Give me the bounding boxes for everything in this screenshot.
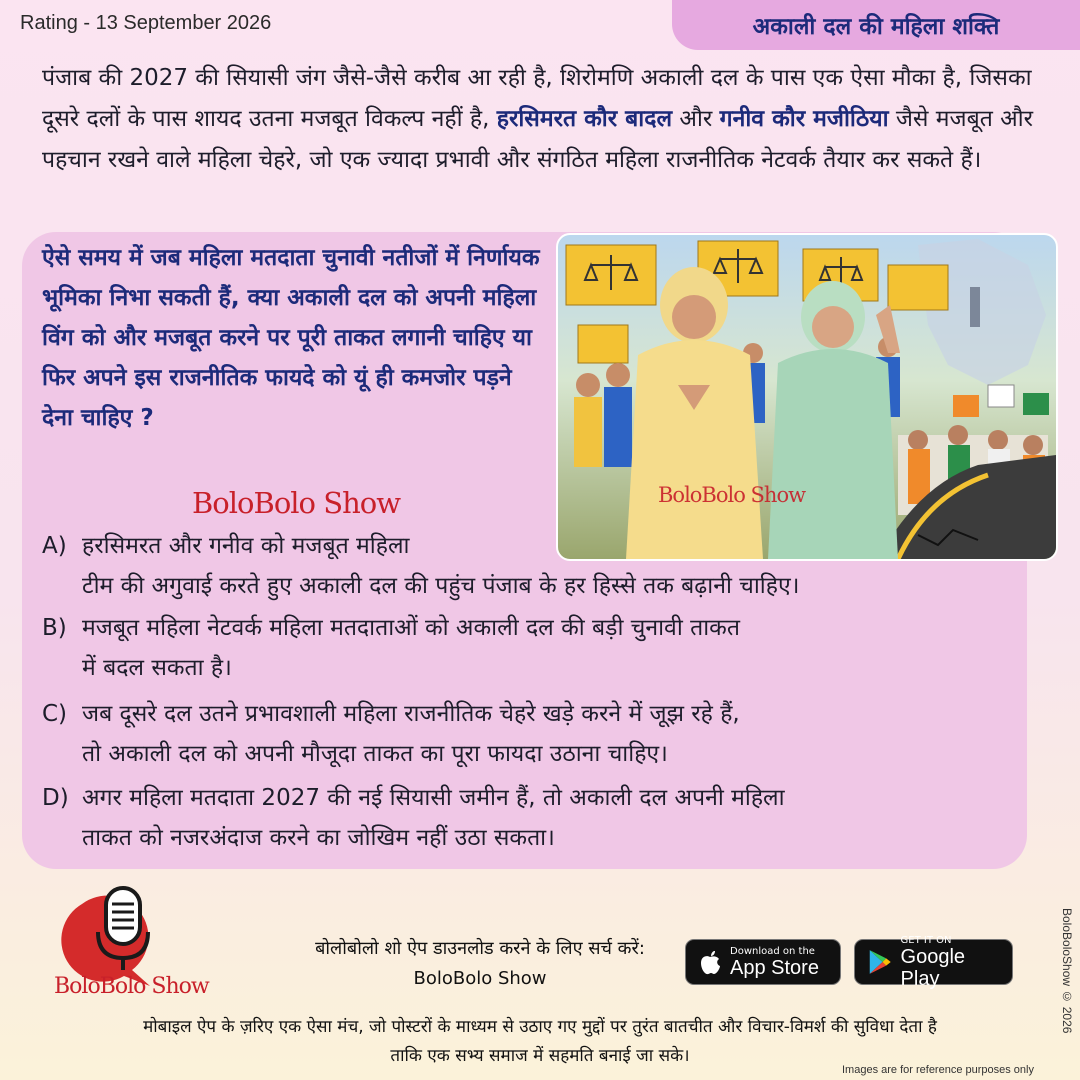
option-letter: B) — [42, 615, 67, 641]
google-play-button[interactable] — [854, 934, 1013, 990]
option-text-line1: अगर महिला मतदाता 2027 की नई सियासी जमीन हैं, तो अकाली दल अपनी महिला — [82, 785, 785, 811]
app-search-hint — [300, 934, 660, 994]
footer-brand-logo: BoloBolo Show — [54, 974, 209, 999]
option-letter: A) — [42, 533, 67, 559]
option-b[interactable] — [42, 608, 740, 688]
tagline-line2: ताकि एक सभ्य समाज में सहमति बनाई जा सके। — [390, 1046, 690, 1066]
apple-icon — [698, 948, 722, 976]
option-letter: D) — [42, 785, 69, 811]
poll-question: ऐसे समय में जब महिला मतदाता चुनावी नतीजों में निर्णायक भूमिका निभा सकती हैं, क्या अकाली दल को अपनी महिला विंग को और मजबूत करने पर पूरी ताकत लगानी चाहिए या फिर अपने इस राजनीतिक फायदे को यूं ही कमजोर पड़ने देना चाहिए ? — [42, 245, 540, 431]
option-a[interactable] — [42, 526, 799, 606]
tagline-line1: मोबाइल ऐप के ज़रिए एक ऐसा मंच, जो पोस्टरों के माध्यम से उठाए गए मुद्दों पर तुरंत बातचीत और विचार-विमर्श की सुविधा देता है — [143, 1017, 937, 1037]
image-watermark: BoloBolo Show — [658, 483, 806, 507]
appstore-label: App Store — [730, 956, 819, 979]
intro-text-1: पंजाब की 2027 की सियासी जंग जैसे-जैसे करीब आ रही है, शिरोमणि अकाली दल के पास एक ऐसा मौका है, जिसका दूसरे दलों के पास शायद उतना मजबूत विकल्प नहीं है, — [42, 65, 1032, 132]
google-play-icon — [867, 947, 893, 977]
intro-text-2: और — [672, 106, 720, 132]
search-hint-line1: बोलोबोलो शो ऐप डाउनलोड करने के लिए सर्च करें: — [315, 938, 645, 959]
option-text-line2: ताकत को नजरअंदाज करने का जोखिम नहीं उठा सकता। — [82, 825, 555, 851]
date-label: Rating - 13 September 2026 — [20, 12, 272, 34]
option-text-line1: मजबूत महिला नेटवर्क महिला मतदाताओं को अकाली दल की बड़ी चुनावी ताकत — [82, 615, 740, 641]
topic-banner: अकाली दल की महिला शक्ति — [672, 0, 1080, 50]
option-letter: C) — [42, 701, 68, 727]
footer-tagline — [40, 1013, 1040, 1071]
search-hint-line2: BoloBolo Show — [413, 968, 547, 989]
option-text-line2: तो अकाली दल को अपनी मौजूदा ताकत का पूरा फायदा उठाना चाहिए। — [82, 741, 668, 767]
option-d[interactable] — [42, 778, 785, 858]
option-text-line1: जब दूसरे दल उतने प्रभावशाली महिला राजनीतिक चेहरे खड़े करने में जूझ रहे हैं, — [82, 701, 740, 727]
intro-paragraph — [42, 58, 1042, 181]
option-text-line2: टीम की अगुवाई करते हुए अकाली दल की पहुंच पंजाब के हर हिस्से तक बढ़ानी चाहिए। — [82, 573, 800, 599]
copyright-vertical: BoloBoloShow © 2026 — [1060, 908, 1074, 1034]
intro-name-2: गनीव कौर मजीठिया — [719, 106, 889, 132]
googleplay-label: Google Play — [900, 945, 966, 990]
image-disclaimer: Images are for reference purposes only — [842, 1064, 1034, 1076]
googleplay-small-label: GET IT ON — [900, 934, 952, 946]
app-store-button[interactable] — [685, 939, 841, 985]
option-text-line2: में बदल सकता है। — [82, 655, 232, 681]
option-text-line1: हरसिमरत और गनीव को मजबूत महिला — [82, 533, 410, 559]
intro-name-1: हरसिमरत कौर बादल — [496, 106, 673, 132]
brand-watermark: BoloBolo Show — [192, 486, 401, 520]
appstore-small-label: Download on the — [730, 945, 815, 957]
intro-text-3: जैसे मजबूत और पहचान रखने वाले महिला चेहरे, जो एक ज्यादा प्रभावी और संगठित महिला राजनीतिक नेटवर्क तैयार कर सकते हैं। — [42, 106, 1034, 173]
campaign-image — [556, 233, 1058, 561]
option-c[interactable] — [42, 694, 740, 774]
